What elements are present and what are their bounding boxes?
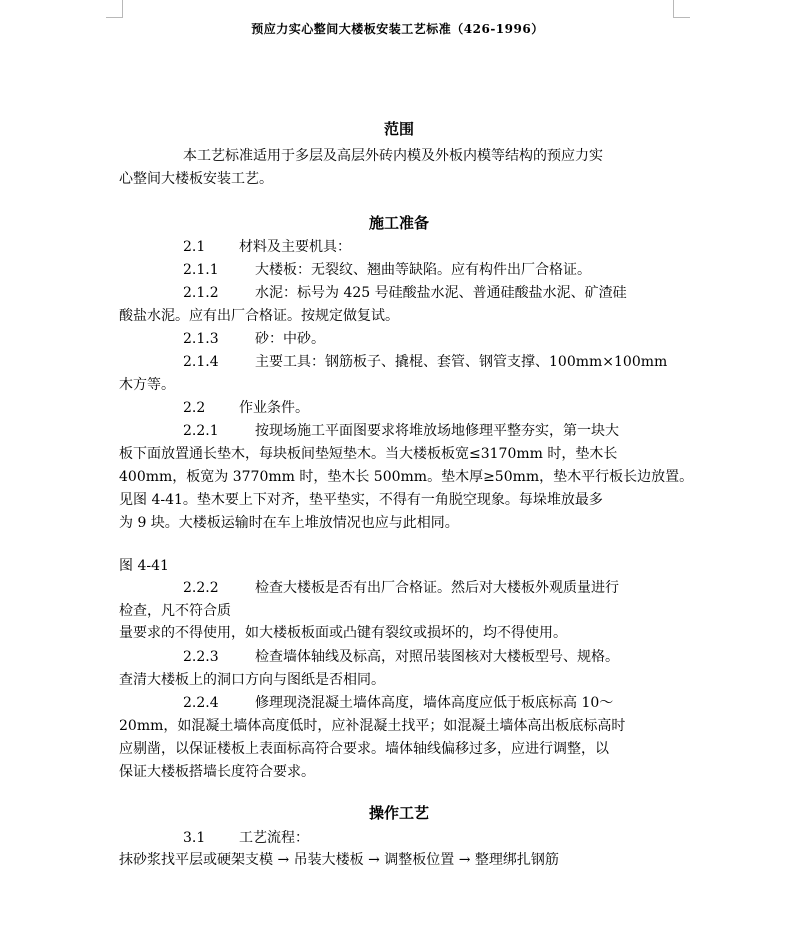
clause-2-1-2 — [183, 283, 627, 303]
clause-2-1-1 — [183, 260, 591, 280]
clause-text: 主要工具：钢筋板子、撬棍、套管、钢管支撑、100mm×100mm — [255, 354, 668, 370]
section-heading-prep: 施工准备 — [368, 214, 429, 232]
page-header-title: 预应力实心整间大楼板安装工艺标准（426-1996） — [251, 22, 544, 36]
clause-number: 2.1 — [183, 239, 206, 255]
clause-number: 2.2.3 — [183, 649, 219, 665]
clause-number: 2.1.4 — [183, 354, 219, 370]
clause-text: 检查大楼板是否有出厂合格证。然后对大楼板外观质量进行 — [255, 580, 619, 596]
clause-number: 2.1.2 — [183, 285, 219, 301]
clause-2-1-3 — [183, 329, 325, 349]
clause-2-2-4 — [183, 693, 613, 713]
clause-2-1-4 — [183, 352, 667, 372]
clause-2-2 — [183, 398, 309, 418]
clause-text: 水泥：标号为 425 号硅酸盐水泥、普通硅酸盐水泥、矿渣硅 — [255, 285, 627, 301]
paragraph-line: 查清大楼板上的洞口方向与图纸是否相同。 — [119, 672, 385, 688]
paragraph-line: 检查，凡不符合质 — [119, 603, 231, 619]
paragraph-line: 板下面放置通长垫木，每块板间垫短垫木。当大楼板板宽≤3170mm 时，垫木长 — [119, 446, 618, 462]
clause-number: 3.1 — [183, 830, 206, 846]
paragraph-line: 保证大楼板搭墙长度符合要求。 — [119, 764, 315, 780]
process-flow-line: 抹砂浆找平层或硬架支模 → 吊装大楼板 → 调整板位置 → 整理绑扎钢筋 — [119, 852, 559, 868]
clause-number: 2.2 — [183, 400, 206, 416]
section-heading-scope: 范围 — [383, 120, 414, 138]
clause-text: 砂：中砂。 — [255, 331, 325, 347]
clause-text: 大楼板：无裂纹、翘曲等缺陷。应有构件出厂合格证。 — [255, 262, 591, 278]
paragraph-line: 酸盐水泥。应有出厂合格证。按规定做复试。 — [119, 308, 399, 324]
paragraph-line: 为 9 块。大楼板运输时在车上堆放情况也应与此相同。 — [119, 515, 459, 531]
clause-text: 材料及主要机具： — [239, 239, 351, 255]
clause-2-2-2 — [183, 578, 619, 598]
paragraph-line: 应剔凿，以保证楼板上表面标高符合要求。墙体轴线偏移过多，应进行调整，以 — [119, 741, 609, 757]
paragraph-line: 量要求的不得使用，如大楼板板面或凸键有裂纹或损坏的，均不得使用。 — [119, 625, 567, 641]
clause-text: 按现场施工平面图要求将堆放场地修理平整夯实，第一块大 — [255, 423, 619, 439]
clause-3-1 — [183, 828, 309, 848]
clause-2-1 — [183, 237, 351, 257]
clause-number: 2.1.1 — [183, 262, 219, 278]
paragraph-line: 木方等。 — [119, 377, 175, 393]
paragraph-line: 心整间大楼板安装工艺。 — [119, 171, 273, 187]
clause-text: 修理现浇混凝土墙体高度，墙体高度应低于板底标高 10～ — [255, 695, 614, 711]
section-heading-process: 操作工艺 — [368, 804, 429, 822]
clause-text: 检查墙体轴线及标高，对照吊装图核对大楼板型号、规格。 — [255, 649, 619, 665]
clause-number: 2.2.4 — [183, 695, 219, 711]
page-corner-mark-right — [673, 0, 690, 18]
clause-number: 2.1.3 — [183, 331, 219, 347]
figure-caption: 图 4-41 — [119, 558, 169, 574]
paragraph-line: 见图 4-41。垫木要上下对齐，垫平垫实，不得有一角脱空现象。每垛堆放最多 — [119, 492, 603, 508]
paragraph-line: 本工艺标准适用于多层及高层外砖内模及外板内模等结构的预应力实 — [183, 148, 603, 164]
clause-2-2-3 — [183, 647, 619, 667]
clause-text: 作业条件。 — [239, 400, 309, 416]
clause-number: 2.2.1 — [183, 423, 219, 439]
page-corner-mark-left — [106, 0, 123, 18]
paragraph-line: 400mm，板宽为 3770mm 时，垫木长 500mm。垫木厚≥50mm，垫木平行板长边放置。 — [119, 469, 694, 485]
clause-text: 工艺流程： — [239, 830, 309, 846]
clause-number: 2.2.2 — [183, 580, 219, 596]
paragraph-line: 20mm，如混凝土墙体高度低时，应补混凝土找平；如混凝土墙体高出板底标高时 — [119, 718, 626, 734]
clause-2-2-1 — [183, 421, 619, 441]
